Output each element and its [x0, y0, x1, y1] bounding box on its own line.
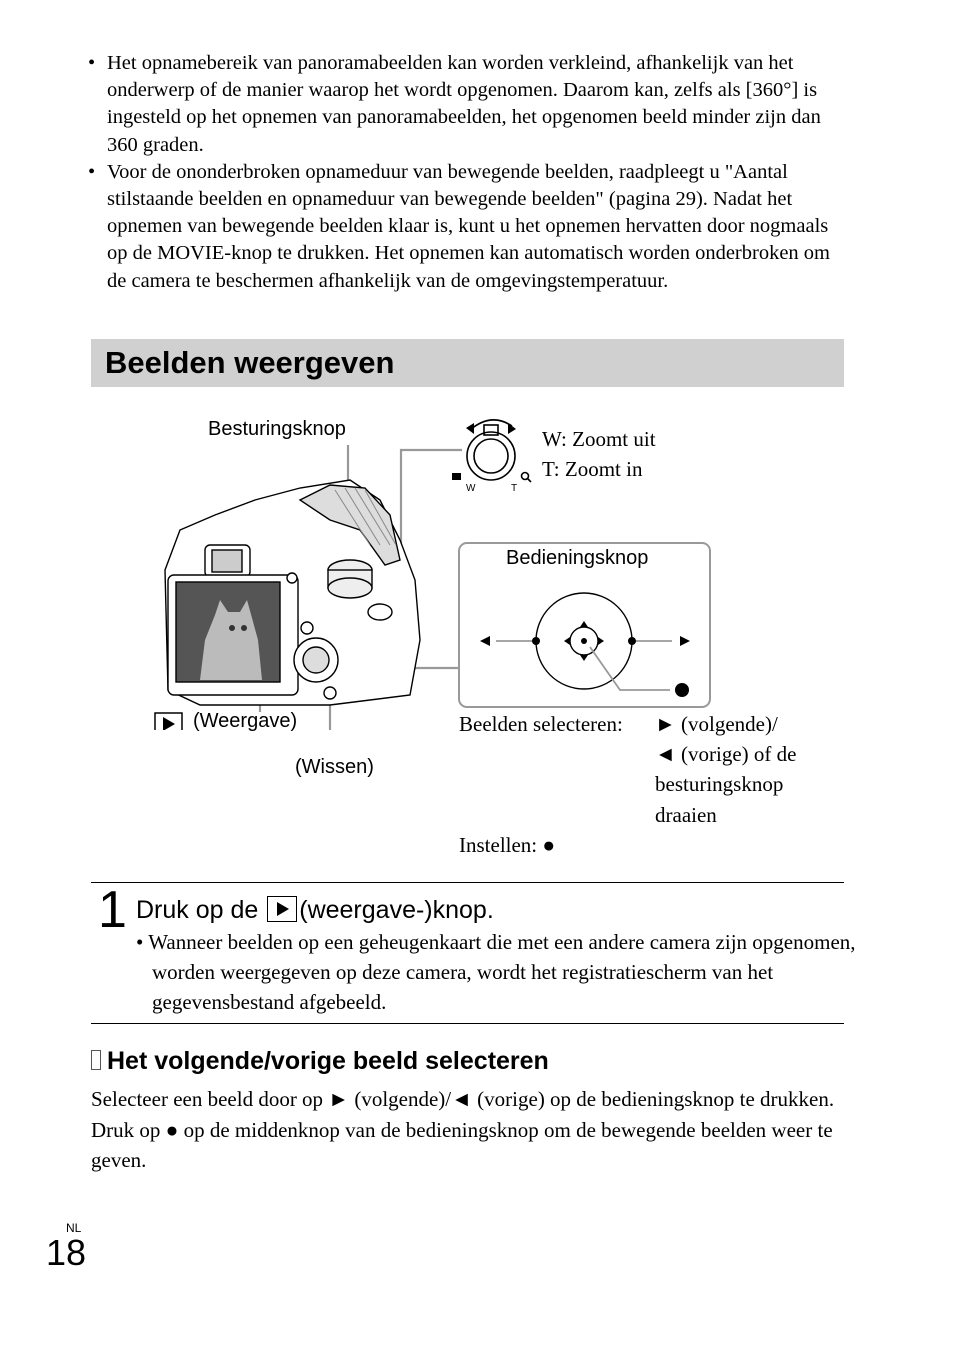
bullet-text: Voor de ononderbroken opnameduur van bewegende beelden, raadpleegt u "Aantal stilstaande beelden en opnameduur van bewegende beelden" (pagina 29). Nadat het opnemen van bewegende beelden klaar is, kunt u het opnemen hervatten door nogmaals op de MOVIE-knop te drukken. Het opnemen kan automatisch worden onderbroken om de camera te beschermen afhankelijk van de omgevingstemperatuur. [107, 160, 831, 292]
subsection-heading-text: Het volgende/vorige beeld selecteren [107, 1047, 549, 1075]
bullet-list [88, 50, 848, 295]
step-top-rule [91, 882, 844, 883]
step-title [136, 894, 494, 926]
bullet-item [88, 50, 848, 159]
section-title: Beelden weergeven [105, 345, 395, 380]
camera-illustration [0, 390, 954, 730]
heading-mark-icon [91, 1050, 101, 1070]
wissen-label: (Wissen) [295, 756, 374, 778]
select-line: draaien [655, 803, 717, 827]
page-number: 18 [46, 1232, 87, 1273]
subsection-body: Selecteer een beeld door op ► (volgende)/◄ (vorige) op de bedieningsknop te drukken. Druk op ● op de middenknop van de bedieningsknop om de bewegende beelden weer te geven. [91, 1087, 835, 1172]
weergave-label: (Weergave) [193, 710, 298, 732]
step-note [136, 927, 862, 1017]
step-note-text: Wanneer beelden op een geheugenkaart die met een andere camera zijn opgenomen, worden weergegeven op deze camera, wordt het registratiescherm van het gegevensbestand afgebeeld. [148, 930, 856, 1014]
zoom-t-label: T [511, 483, 518, 494]
zoom-w-label: W [466, 483, 476, 494]
select-label: Beelden selecteren: [459, 712, 623, 736]
step-number: 1 [98, 881, 127, 939]
zoom-in-label: T: Zoomt in [542, 457, 643, 481]
select-line: besturingsknop [655, 772, 784, 796]
step-title-end: (weergave-)knop. [299, 896, 494, 924]
bullet-symbol: • [136, 930, 144, 954]
bullet-symbol: • [88, 160, 96, 183]
instellen-label: Instellen: ● [459, 833, 556, 857]
bullet-item [88, 159, 848, 295]
step-bottom-rule [91, 1023, 844, 1024]
besturingsknop-label: Besturingsknop [208, 418, 346, 440]
language-tag: NL [66, 1221, 82, 1235]
bedieningsknop-label: Bedieningsknop [506, 547, 649, 569]
play-button-icon [267, 896, 297, 922]
zoom-out-label: W: Zoomt uit [542, 427, 656, 451]
select-line: ► (volgende)/ [655, 712, 778, 736]
bullet-text: Het opnamebereik van panoramabeelden kan worden verkleind, afhankelijk van het onderwerp of de manier waarop het wordt opgenomen. Daarom kan, zelfs als [360°] is ingesteld op het opnemen van panoramabeelden, het opgenomen beeld minder zijn dan 360 graden. [107, 52, 821, 156]
zoom-lever-icon [452, 420, 531, 482]
select-line: ◄ (vorige) of de [655, 742, 797, 766]
step-title-start: Druk op de [136, 896, 259, 924]
bullet-symbol: • [88, 52, 96, 74]
subsection-heading [91, 1044, 549, 1078]
